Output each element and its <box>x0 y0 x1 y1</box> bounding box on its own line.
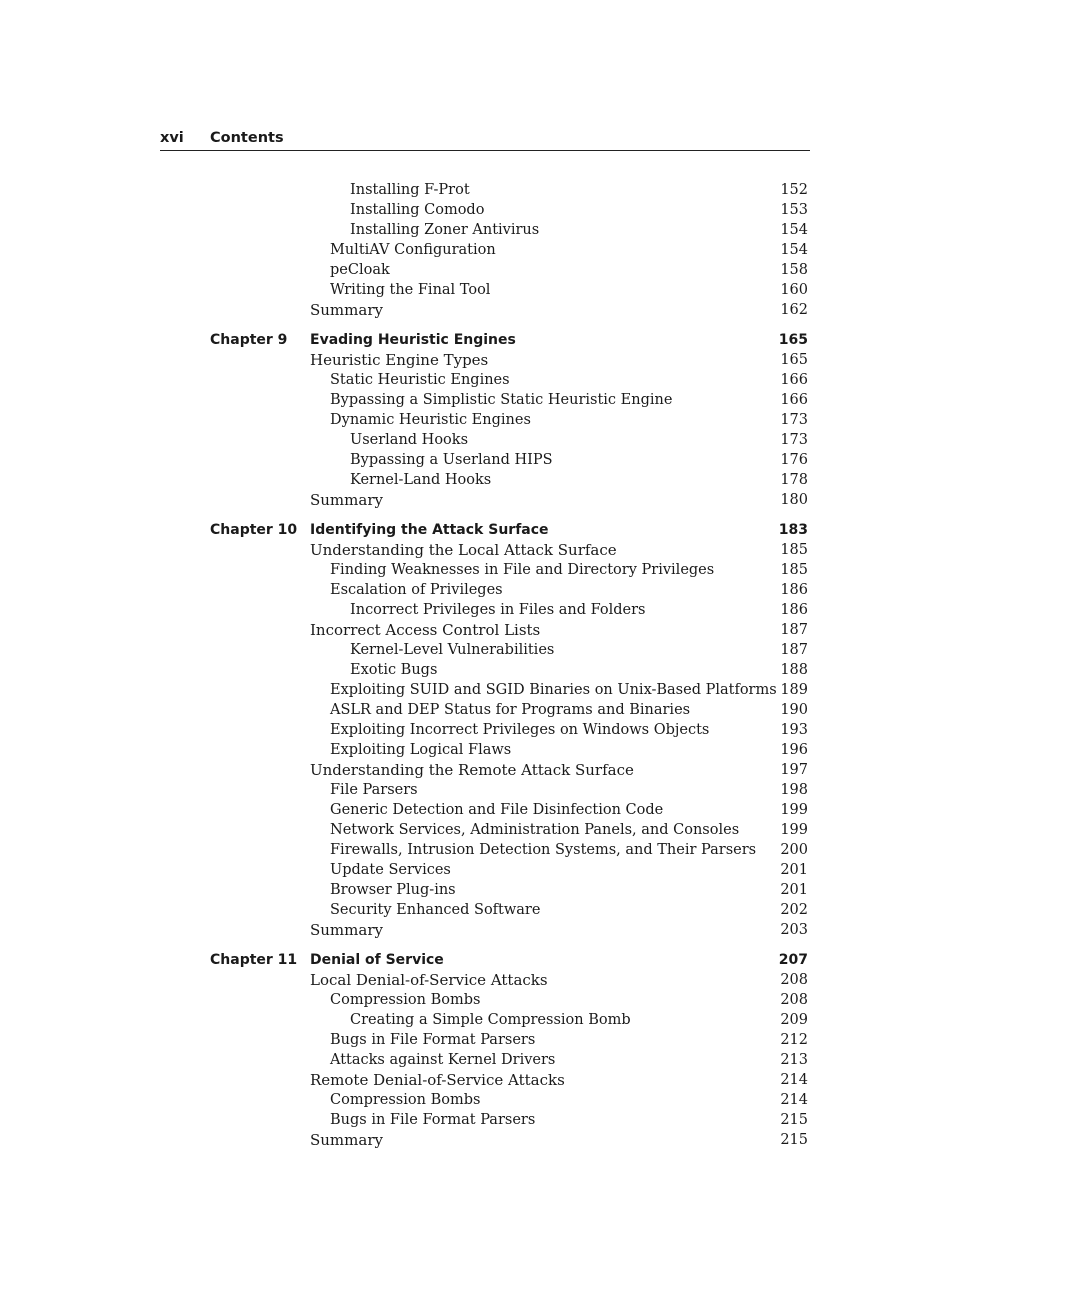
toc-page-number: 198 <box>780 782 808 798</box>
toc-entry-title: Finding Weaknesses in File and Directory Privileges <box>330 562 715 578</box>
toc-page-number: 154 <box>780 222 808 238</box>
toc-entry <box>0 200 1065 220</box>
toc-page-number: 213 <box>780 1052 808 1068</box>
toc-entry <box>0 990 1065 1010</box>
toc-entry <box>0 680 1065 700</box>
chapter-title: Identifying the Attack Surface <box>310 522 549 538</box>
toc-entry <box>0 720 1065 740</box>
toc-entry-title: Installing F-Prot <box>350 182 470 198</box>
toc-page-number: 187 <box>780 642 808 658</box>
chapter-number: Chapter 9 <box>210 332 288 348</box>
toc-chapter-heading <box>0 330 1065 350</box>
toc-page-number: 208 <box>780 972 808 988</box>
chapter-number: Chapter 11 <box>210 952 298 968</box>
toc-entry-title: Exploiting SUID and SGID Binaries on Unix-Based Platforms <box>330 682 777 698</box>
toc-page-number: 190 <box>780 702 808 718</box>
toc-entry <box>0 600 1065 620</box>
toc-entry <box>0 1130 1065 1150</box>
running-header <box>160 130 810 151</box>
toc-page-number: 186 <box>780 602 808 618</box>
toc-page-number: 202 <box>780 902 808 918</box>
toc-entry <box>0 180 1065 200</box>
toc-entry <box>0 620 1065 640</box>
toc-page-number: 160 <box>780 282 808 298</box>
toc-page-number: 193 <box>780 722 808 738</box>
toc-page-number: 196 <box>780 742 808 758</box>
toc-page-number: 214 <box>780 1072 808 1088</box>
toc-entry <box>0 390 1065 410</box>
toc-entry <box>0 560 1065 580</box>
toc-entry-title: Bugs in File Format Parsers <box>330 1032 536 1048</box>
toc-page-number: 188 <box>780 662 808 678</box>
header-title: Contents <box>210 130 284 146</box>
toc-page-number: 165 <box>780 352 808 368</box>
toc-page-number: 158 <box>780 262 808 278</box>
toc-entry-title: Bugs in File Format Parsers <box>330 1112 536 1128</box>
toc-page-number: 201 <box>780 862 808 878</box>
toc-entry-title: Security Enhanced Software <box>330 902 541 918</box>
toc-entry <box>0 580 1065 600</box>
toc-entry-title: Escalation of Privileges <box>330 582 503 598</box>
toc-entry-title: Bypassing a Simplistic Static Heuristic Engine <box>330 392 673 408</box>
toc-entry-title: Creating a Simple Compression Bomb <box>350 1012 631 1028</box>
toc-page-number: 207 <box>778 952 808 968</box>
toc-entry <box>0 1070 1065 1090</box>
toc-entry <box>0 240 1065 260</box>
toc-entry <box>0 410 1065 430</box>
toc-entry <box>0 1050 1065 1070</box>
toc-page-number: 173 <box>780 432 808 448</box>
toc-entry <box>0 1110 1065 1130</box>
toc-page-number: 208 <box>780 992 808 1008</box>
toc-page-number: 214 <box>780 1092 808 1108</box>
toc-page-number: 201 <box>780 882 808 898</box>
toc-page-number: 199 <box>780 802 808 818</box>
toc-entry-title: Understanding the Local Attack Surface <box>310 541 617 559</box>
toc-entry-title: Writing the Final Tool <box>330 282 491 298</box>
toc-entry <box>0 430 1065 450</box>
toc-chapter-heading <box>0 950 1065 970</box>
toc-page-number: 186 <box>780 582 808 598</box>
toc-page-number: 199 <box>780 822 808 838</box>
toc-chapter-heading <box>0 520 1065 540</box>
toc-page-number: 162 <box>780 302 808 318</box>
toc-page-number: 187 <box>780 622 808 638</box>
toc-page-number: 165 <box>778 332 808 348</box>
toc-entry-title: Summary <box>310 491 383 509</box>
toc-entry <box>0 260 1065 280</box>
chapter-number: Chapter 10 <box>210 522 298 538</box>
toc-entry-title: peCloak <box>330 262 390 278</box>
toc-page-number: 153 <box>780 202 808 218</box>
toc-entry-title: Static Heuristic Engines <box>330 372 510 388</box>
toc-entry <box>0 300 1065 320</box>
toc-entry-title: Installing Comodo <box>350 202 485 218</box>
toc-entry <box>0 840 1065 860</box>
toc-entry-title: MultiAV Configuration <box>330 242 496 258</box>
toc-page-number: 185 <box>780 542 808 558</box>
toc-entry-title: ASLR and DEP Status for Programs and Binaries <box>330 702 691 718</box>
toc-page-number: 215 <box>780 1132 808 1148</box>
toc-entry-title: Update Services <box>330 862 451 878</box>
toc-entry-title: Firewalls, Intrusion Detection Systems, and Their Parsers <box>330 842 757 858</box>
toc-entry <box>0 760 1065 780</box>
toc-entry-title: Understanding the Remote Attack Surface <box>310 761 634 779</box>
toc-entry <box>0 740 1065 760</box>
toc-entry-title: Dynamic Heuristic Engines <box>330 412 531 428</box>
toc-entry <box>0 490 1065 510</box>
toc-entry <box>0 920 1065 940</box>
table-of-contents <box>0 180 1065 1150</box>
toc-entry <box>0 1090 1065 1110</box>
toc-page-number: 178 <box>780 472 808 488</box>
toc-entry <box>0 350 1065 370</box>
toc-entry-title: Compression Bombs <box>330 992 481 1008</box>
toc-entry-title: Kernel-Level Vulnerabilities <box>350 642 555 658</box>
toc-entry <box>0 470 1065 490</box>
toc-entry <box>0 900 1065 920</box>
toc-page-number: 209 <box>780 1012 808 1028</box>
toc-entry-title: File Parsers <box>330 782 418 798</box>
toc-entry-title: Heuristic Engine Types <box>310 351 489 369</box>
toc-entry-title: Remote Denial-of-Service Attacks <box>310 1071 565 1089</box>
chapter-title: Evading Heuristic Engines <box>310 332 516 348</box>
toc-entry <box>0 700 1065 720</box>
toc-page-number: 185 <box>780 562 808 578</box>
toc-entry <box>0 970 1065 990</box>
toc-entry-title: Browser Plug-ins <box>330 882 456 898</box>
toc-entry-title: Network Services, Administration Panels, and Consoles <box>330 822 740 838</box>
toc-page-number: 154 <box>780 242 808 258</box>
toc-page-number: 203 <box>780 922 808 938</box>
toc-entry-title: Bypassing a Userland HIPS <box>350 452 553 468</box>
toc-entry-title: Compression Bombs <box>330 1092 481 1108</box>
toc-entry-title: Incorrect Privileges in Files and Folders <box>350 602 646 618</box>
toc-entry-title: Summary <box>310 1131 383 1149</box>
toc-entry-title: Incorrect Access Control Lists <box>310 621 541 639</box>
toc-page-number: 180 <box>780 492 808 508</box>
toc-entry-title: Kernel-Land Hooks <box>350 472 492 488</box>
toc-entry-title: Summary <box>310 301 383 319</box>
toc-entry-title: Attacks against Kernel Drivers <box>330 1052 556 1068</box>
toc-entry <box>0 370 1065 390</box>
toc-page-number: 200 <box>780 842 808 858</box>
toc-entry <box>0 220 1065 240</box>
toc-page-number: 212 <box>780 1032 808 1048</box>
toc-page-number: 166 <box>780 392 808 408</box>
toc-entry-title: Generic Detection and File Disinfection Code <box>330 802 664 818</box>
toc-entry <box>0 450 1065 470</box>
toc-entry-title: Userland Hooks <box>350 432 469 448</box>
toc-entry <box>0 780 1065 800</box>
toc-entry-title: Exploiting Logical Flaws <box>330 742 512 758</box>
toc-page-number: 197 <box>780 762 808 778</box>
toc-entry-title: Exploiting Incorrect Privileges on Windows Objects <box>330 722 710 738</box>
toc-page-number: 176 <box>780 452 808 468</box>
toc-page-number: 152 <box>780 182 808 198</box>
toc-entry-title: Installing Zoner Antivirus <box>350 222 540 238</box>
toc-entry-title: Summary <box>310 921 383 939</box>
toc-page-number: 173 <box>780 412 808 428</box>
toc-page-number: 183 <box>778 522 808 538</box>
toc-entry <box>0 660 1065 680</box>
toc-entry <box>0 880 1065 900</box>
toc-entry <box>0 280 1065 300</box>
chapter-title: Denial of Service <box>310 952 444 968</box>
toc-entry <box>0 820 1065 840</box>
toc-entry <box>0 800 1065 820</box>
header-page-number: xvi <box>160 130 184 146</box>
toc-page-number: 166 <box>780 372 808 388</box>
toc-entry <box>0 860 1065 880</box>
toc-entry <box>0 1030 1065 1050</box>
toc-entry <box>0 540 1065 560</box>
toc-entry-title: Exotic Bugs <box>350 662 438 678</box>
toc-page-number: 215 <box>780 1112 808 1128</box>
toc-entry-title: Local Denial-of-Service Attacks <box>310 971 548 989</box>
toc-page-number: 189 <box>780 682 808 698</box>
toc-entry <box>0 640 1065 660</box>
toc-entry <box>0 1010 1065 1030</box>
